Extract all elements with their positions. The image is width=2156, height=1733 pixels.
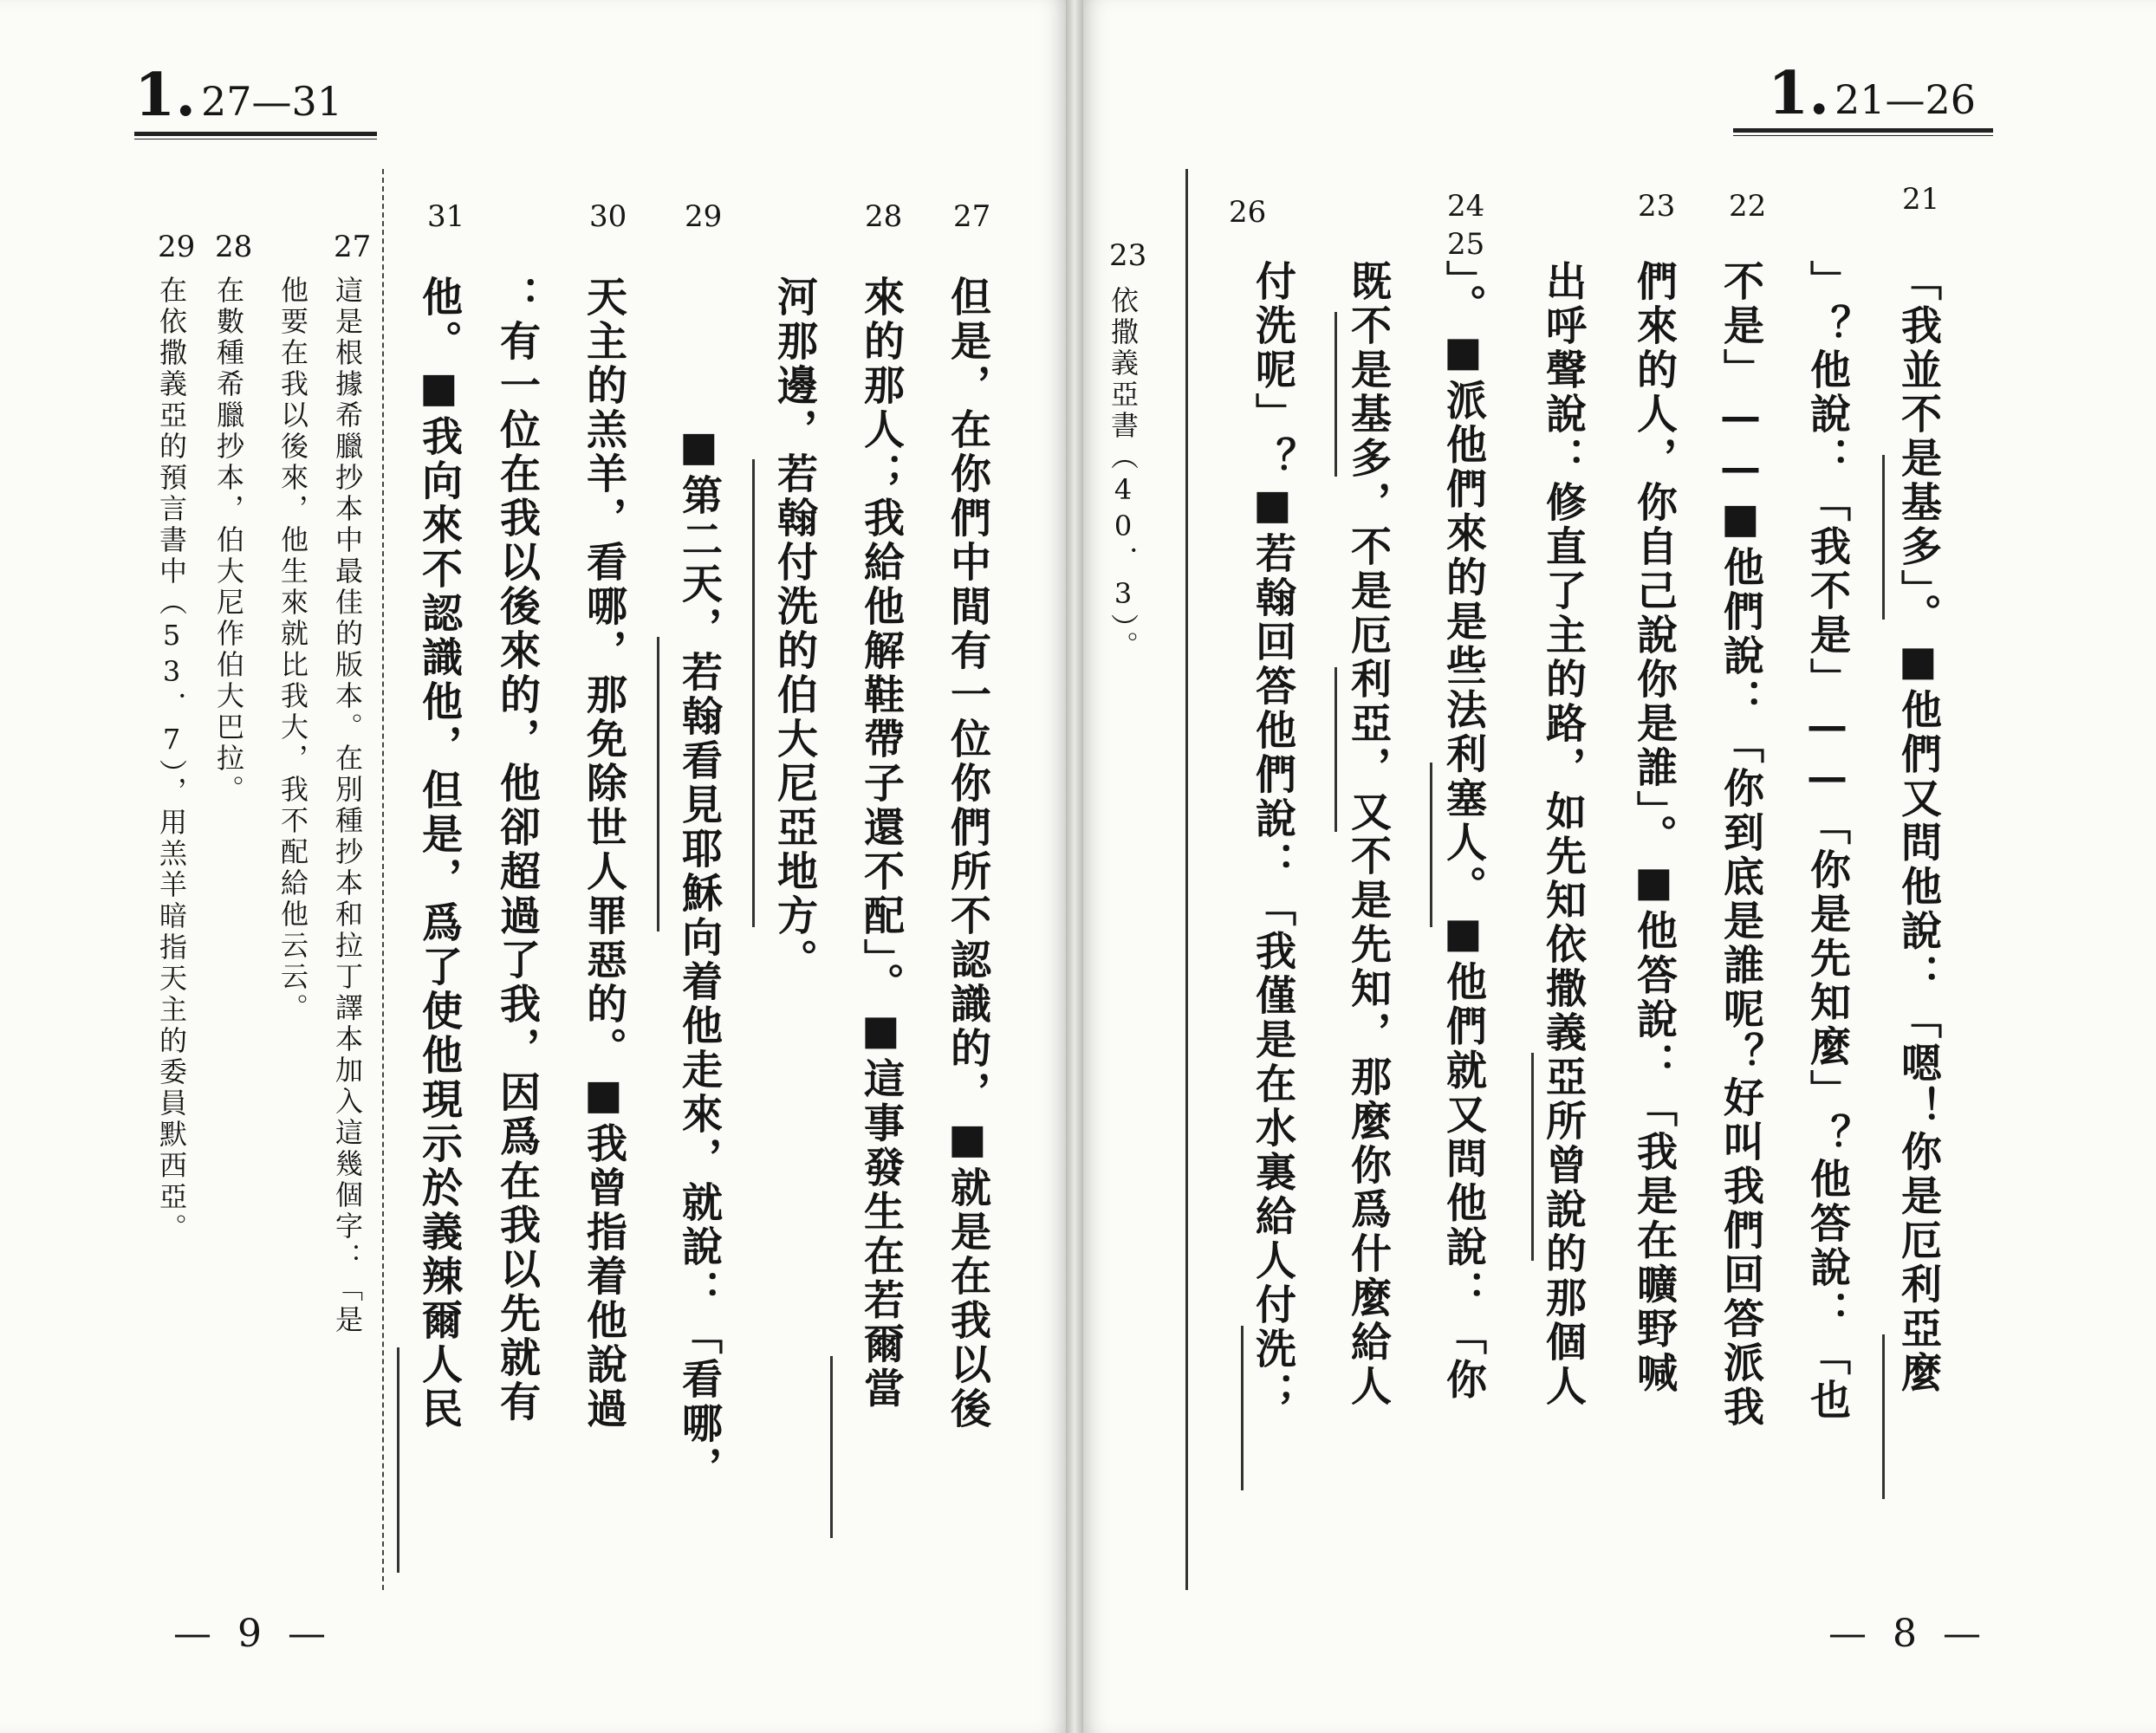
right-verse-range: 21—26 [1835,76,1977,123]
name-marker-line [1241,1326,1244,1490]
right-page [1083,0,2156,1733]
name-marker-line [830,1356,833,1538]
verse-number: 21 [1902,182,1940,217]
text-column: 出呼聲說：修直了主的路，如先知依撒義亞所曾說的那個人 [1539,260,1587,1409]
book-gutter [1066,0,1083,1733]
left-page [0,0,1066,1733]
text-column: 但是，在你們中間有一位你們所不認識的，■就是在我以後 [944,276,991,1431]
text-column: 他。■我向來不認識他，但是，爲了使他現示於義辣爾人民 [415,276,463,1431]
verse-number: 22 [1729,189,1767,224]
name-marker-line [1882,455,1885,620]
text-column: 」？他說：「我不是」——「你是先知麼」？他答說：「也 [1803,260,1851,1423]
text-column: 」。■派他們來的是些法利塞人。■他們就又問他說：「你 [1439,260,1487,1403]
verse-number: 31 [427,199,465,234]
text-column: 不是」——■他們說：「你到底是誰呢？好叫我們回答派我 [1717,260,1764,1430]
name-marker-line [1335,312,1337,477]
left-verse-range: 27—31 [201,78,343,125]
name-marker-line [1335,667,1337,832]
text-column: 們來的人，你自己說你是誰」。■他答說：「我是在曠野喊 [1630,260,1678,1396]
name-marker-line [657,637,659,931]
verse-number: 30 [589,199,627,234]
name-marker-line [1430,763,1432,927]
verse-number: 27 [953,199,991,234]
verse-number: 28 [865,199,903,234]
text-column: 既不是基多，不是厄利亞，又不是先知，那麼你爲什麼給人 [1344,260,1392,1409]
footnote-text: 依撒義亞書（40．3）。 [1107,286,1140,662]
text-column: 來的那人；我給他解鞋帶子還不配」。■這事發生在若爾當 [857,276,905,1412]
column-divider [1185,169,1188,1590]
name-marker-line [752,459,755,927]
verse-number: 23 [1638,189,1676,224]
text-column: 河那邊，若翰付洗的伯大尼亞地方。 [770,276,818,983]
text-column: 付洗呢」？■若翰回答他們說：「我僅是在水裏給人付洗； [1249,260,1296,1416]
text-column: 天主的羔羊，看哪，那免除世人罪惡的。■我曾指着他說過 [580,276,627,1431]
page-number: — 9 — [173,1612,333,1656]
name-marker-line [1531,1053,1534,1261]
right-header-rule [1733,128,1993,136]
text-column: 「我並不是基多」。■他們又問他說：「嗯！你是厄利亞麼 [1894,260,1942,1396]
footnote-text: 他要在我以後來，他生來就比我大，我不配給他云云。 [276,276,309,1024]
verse-number: 26 [1229,195,1267,230]
verse-number: 24 [1447,189,1485,224]
right-page-header [1768,59,1976,128]
page-number: — 8 — [1828,1612,1988,1656]
left-page-header [134,61,342,130]
verse-number: 29 [685,199,723,234]
verse-number: 25 [1447,227,1485,262]
name-marker-line [1882,1334,1885,1499]
text-column: ■第二天，若翰看見耶穌向着他走來，就說：「看哪， [675,423,723,1490]
footnote-text: 這是根據希臘抄本中最佳的版本。在別種抄本和拉丁譯本加入這幾個字：「是 [331,276,364,1336]
footnote-number: 27 [334,230,372,264]
left-chapter-number: 1. [134,61,196,130]
footnote-number: 23 [1109,238,1147,273]
footnote-text: 在依撒義亞的預言書中（53．7），用羔羊暗指天主的委員默西亞。 [155,276,188,1244]
text-column: ：有一位在我以後來的，他卻超過了我，因爲在我以先就有 [493,276,541,1425]
column-divider [382,169,384,1590]
right-chapter-number: 1. [1768,59,1829,128]
footnote-text: 在數種希臘抄本，伯大尼作伯大巴拉。 [212,276,245,806]
name-marker-line [397,1347,399,1573]
footnote-number: 29 [158,230,196,264]
footnote-number: 28 [215,230,253,264]
left-header-rule [134,132,377,140]
